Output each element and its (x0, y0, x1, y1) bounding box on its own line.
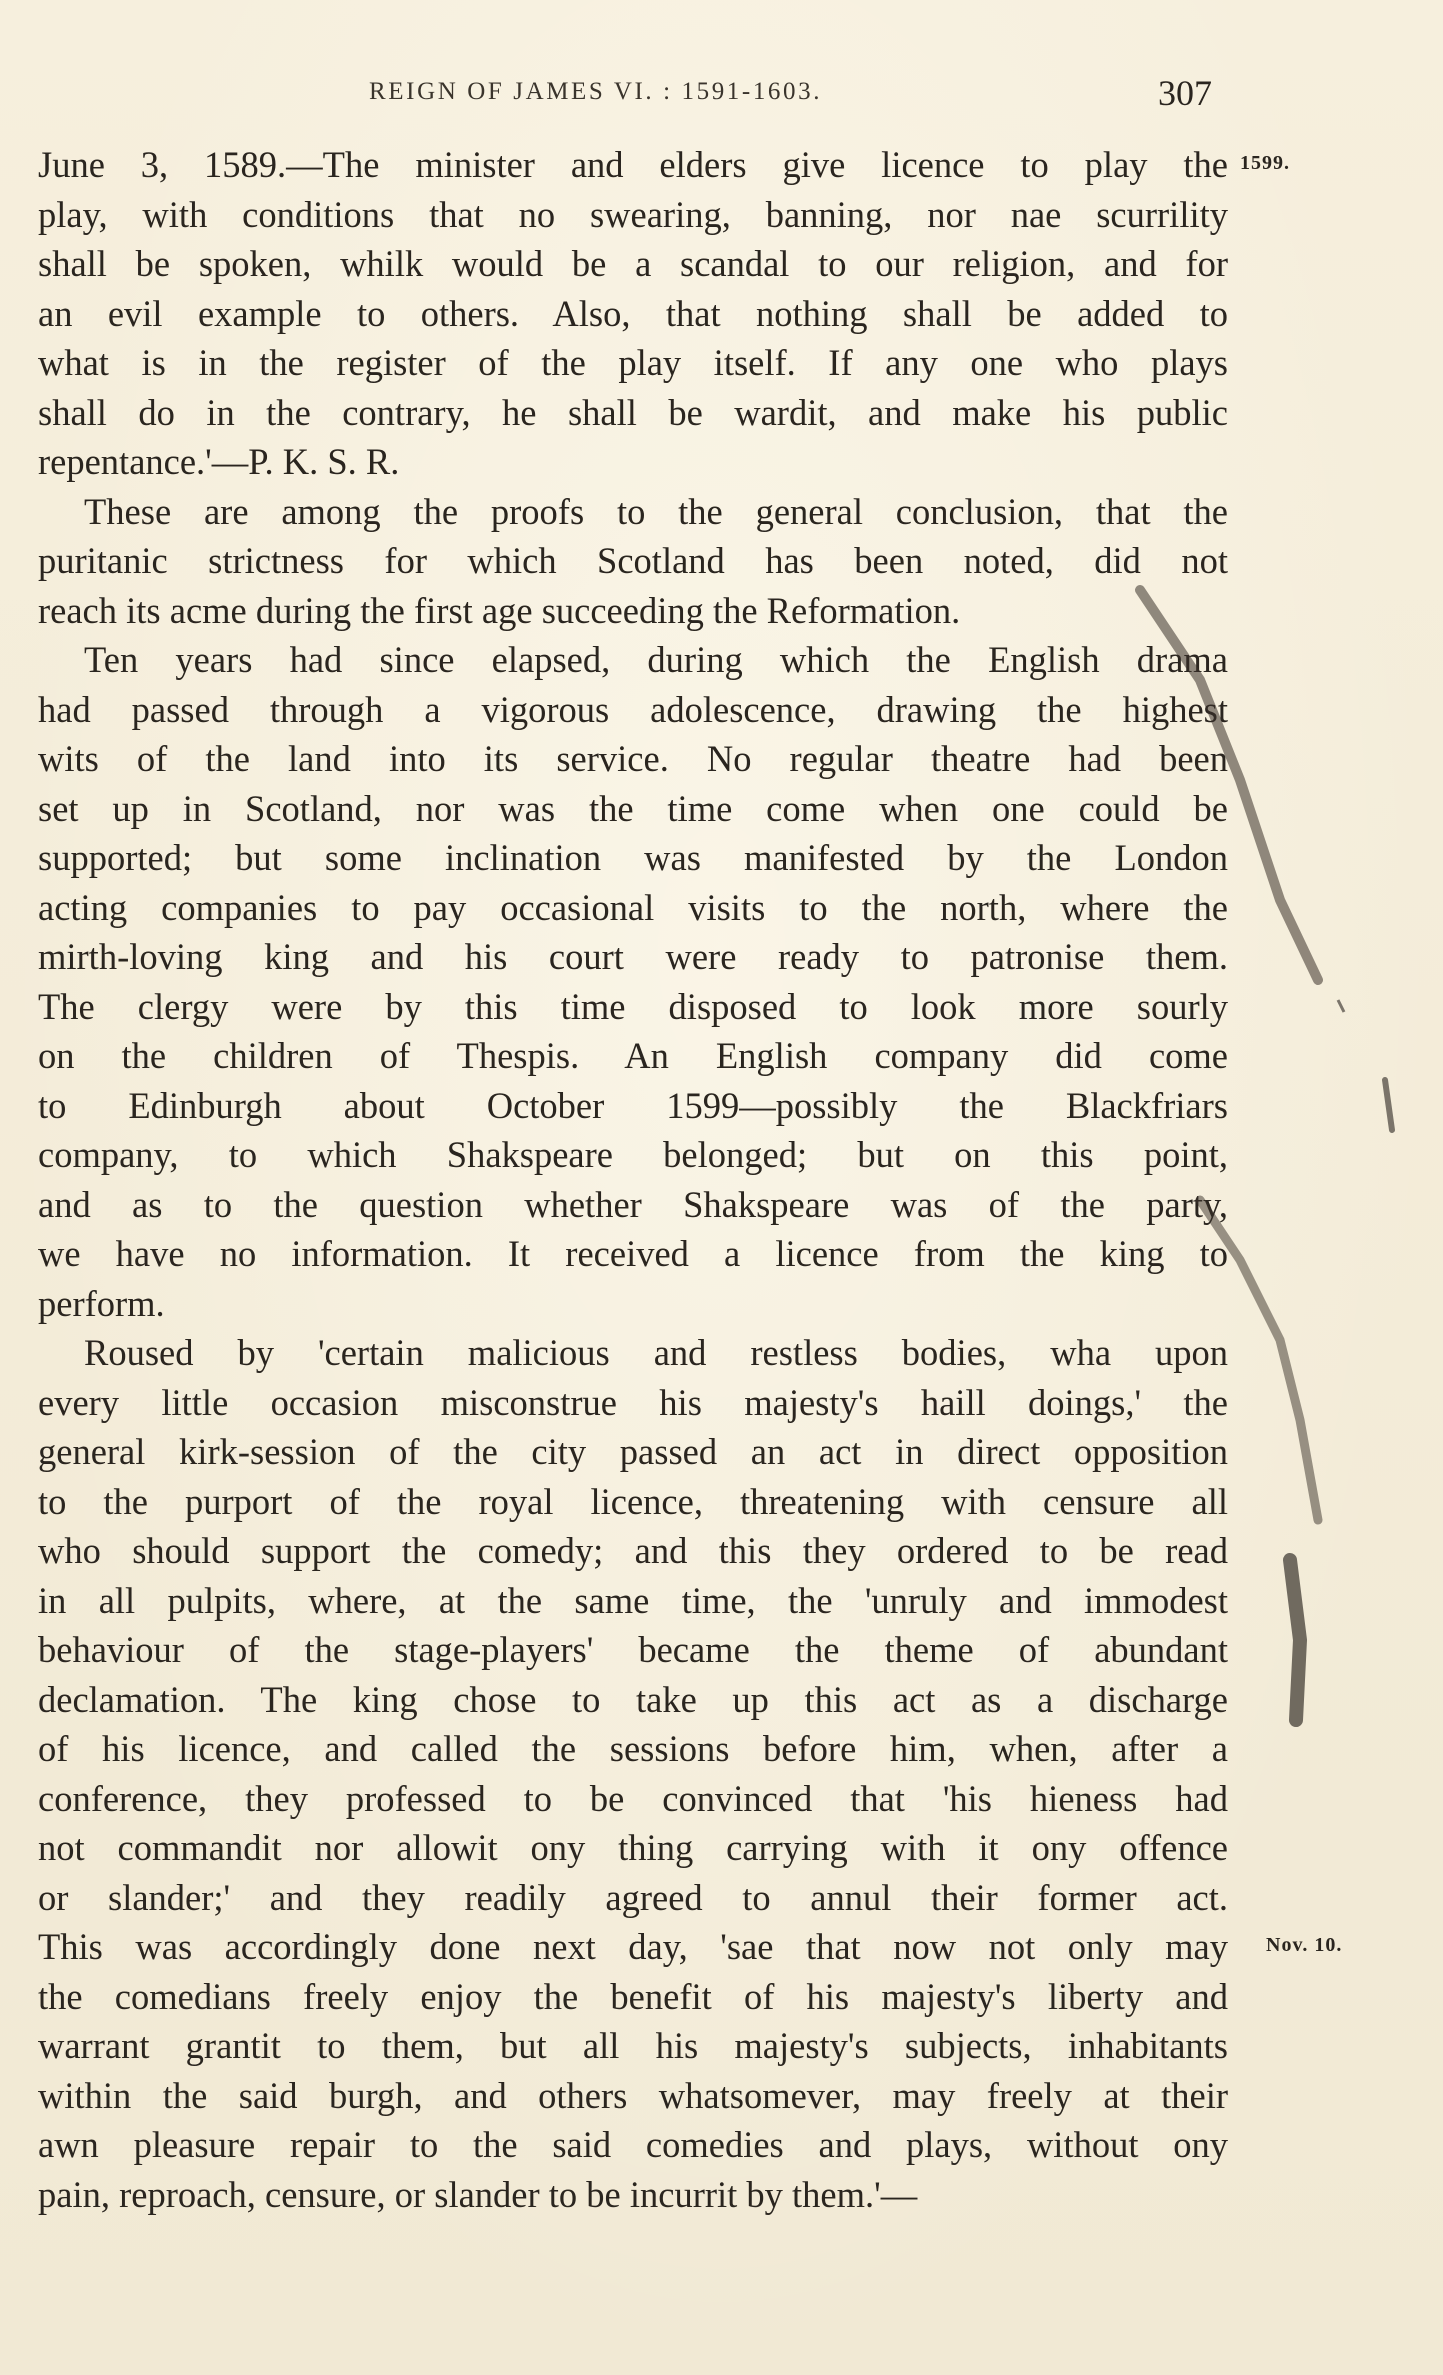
text-line: and as to the question whether Shakspeare was of the party, (38, 1183, 1228, 1225)
text-line: what is in the register of the play itself. If any one who plays (38, 342, 1228, 383)
running-title: REIGN OF JAMES VI. : 1591-1603. (369, 78, 823, 105)
text-line: in all pulpits, where, at the same time, the 'unruly and immodest (38, 1579, 1228, 1621)
text-line: wits of the land into its service. No regular theatre had been (38, 738, 1228, 779)
text-line: June 3, 1589.—The minister and elders give licence to play the (38, 144, 1228, 185)
text-line: set up in Scotland, nor was the time come when one could be (38, 787, 1228, 829)
running-head (0, 72, 1443, 112)
text-line: These are among the proofs to the general conclusion, that the (84, 490, 1228, 532)
text-line: shall be spoken, whilk would be a scandal to our religion, and for (38, 243, 1228, 284)
text-line: Ten years had since elapsed, during which the English drama (84, 639, 1228, 680)
text-line: behaviour of the stage-players' became the theme of abundant (38, 1629, 1228, 1670)
text-line: every little occasion misconstrue his majesty's haill doings,' the (38, 1381, 1228, 1423)
text-line: pain, reproach, censure, or slander to be incurrit by them.'— (38, 2173, 918, 2215)
text-line: Roused by 'certain malicious and restless bodies, wha upon (84, 1332, 1228, 1373)
text-line: warrant grantit to them, but all his majesty's subjects, inhabitants (38, 2025, 1228, 2066)
text-line: mirth-loving king and his court were ready to patronise them. (38, 936, 1228, 977)
page-number: 307 (1158, 73, 1212, 113)
text-line: had passed through a vigorous adolescence, drawing the highest (38, 688, 1228, 730)
text-line: to Edinburgh about October 1599—possibly the Blackfriars (38, 1084, 1228, 1126)
text-line: an evil example to others. Also, that nothing shall be added to (38, 292, 1228, 334)
text-line: This was accordingly done next day, 'sae that now not only may (38, 1926, 1228, 1967)
text-line: of his licence, and called the sessions before him, when, after a (38, 1728, 1228, 1769)
margin-note-date: Nov. 10. (1266, 1934, 1343, 1956)
text-line: we have no information. It received a licence from the king to (38, 1233, 1228, 1274)
text-line: within the said burgh, and others whatsomever, may freely at their (38, 2074, 1228, 2116)
text-line: conference, they professed to be convinced that 'his hieness had (38, 1777, 1228, 1819)
text-line: awn pleasure repair to the said comedies and plays, without ony (38, 2124, 1228, 2165)
text-line: puritanic strictness for which Scotland has been noted, did not (38, 540, 1228, 581)
text-line: The clergy were by this time disposed to look more sourly (38, 985, 1228, 1027)
text-line: repentance.'—P. K. S. R. (38, 441, 400, 482)
text-line: or slander;' and they readily agreed to annul their former act. (38, 1876, 1228, 1918)
body-text (38, 140, 1238, 2219)
text-line: to the purport of the royal licence, threatening with censure all (38, 1480, 1228, 1522)
margin-note-year: 1599. (1240, 152, 1290, 174)
text-line: general kirk-session of the city passed an act in direct opposition (38, 1431, 1228, 1472)
text-line: not commandit nor allowit ony thing carrying with it ony offence (38, 1827, 1228, 1868)
text-line: on the children of Thespis. An English company did come (38, 1035, 1228, 1076)
text-line: declamation. The king chose to take up this act as a discharge (38, 1678, 1228, 1720)
text-line: shall do in the contrary, he shall be wardit, and make his public (38, 391, 1228, 433)
text-line: who should support the comedy; and this they ordered to be read (38, 1530, 1228, 1571)
text-line: supported; but some inclination was manifested by the London (38, 837, 1228, 878)
text-line: play, with conditions that no swearing, banning, nor nae scurrility (38, 193, 1228, 235)
text-line: the comedians freely enjoy the benefit of his majesty's liberty and (38, 1975, 1228, 2017)
text-line: reach its acme during the first age succeeding the Reformation. (38, 589, 961, 631)
text-line: perform. (38, 1282, 165, 1324)
text-line: company, to which Shakspeare belonged; but on this point, (38, 1134, 1228, 1175)
text-line: acting companies to pay occasional visits to the north, where the (38, 886, 1228, 928)
